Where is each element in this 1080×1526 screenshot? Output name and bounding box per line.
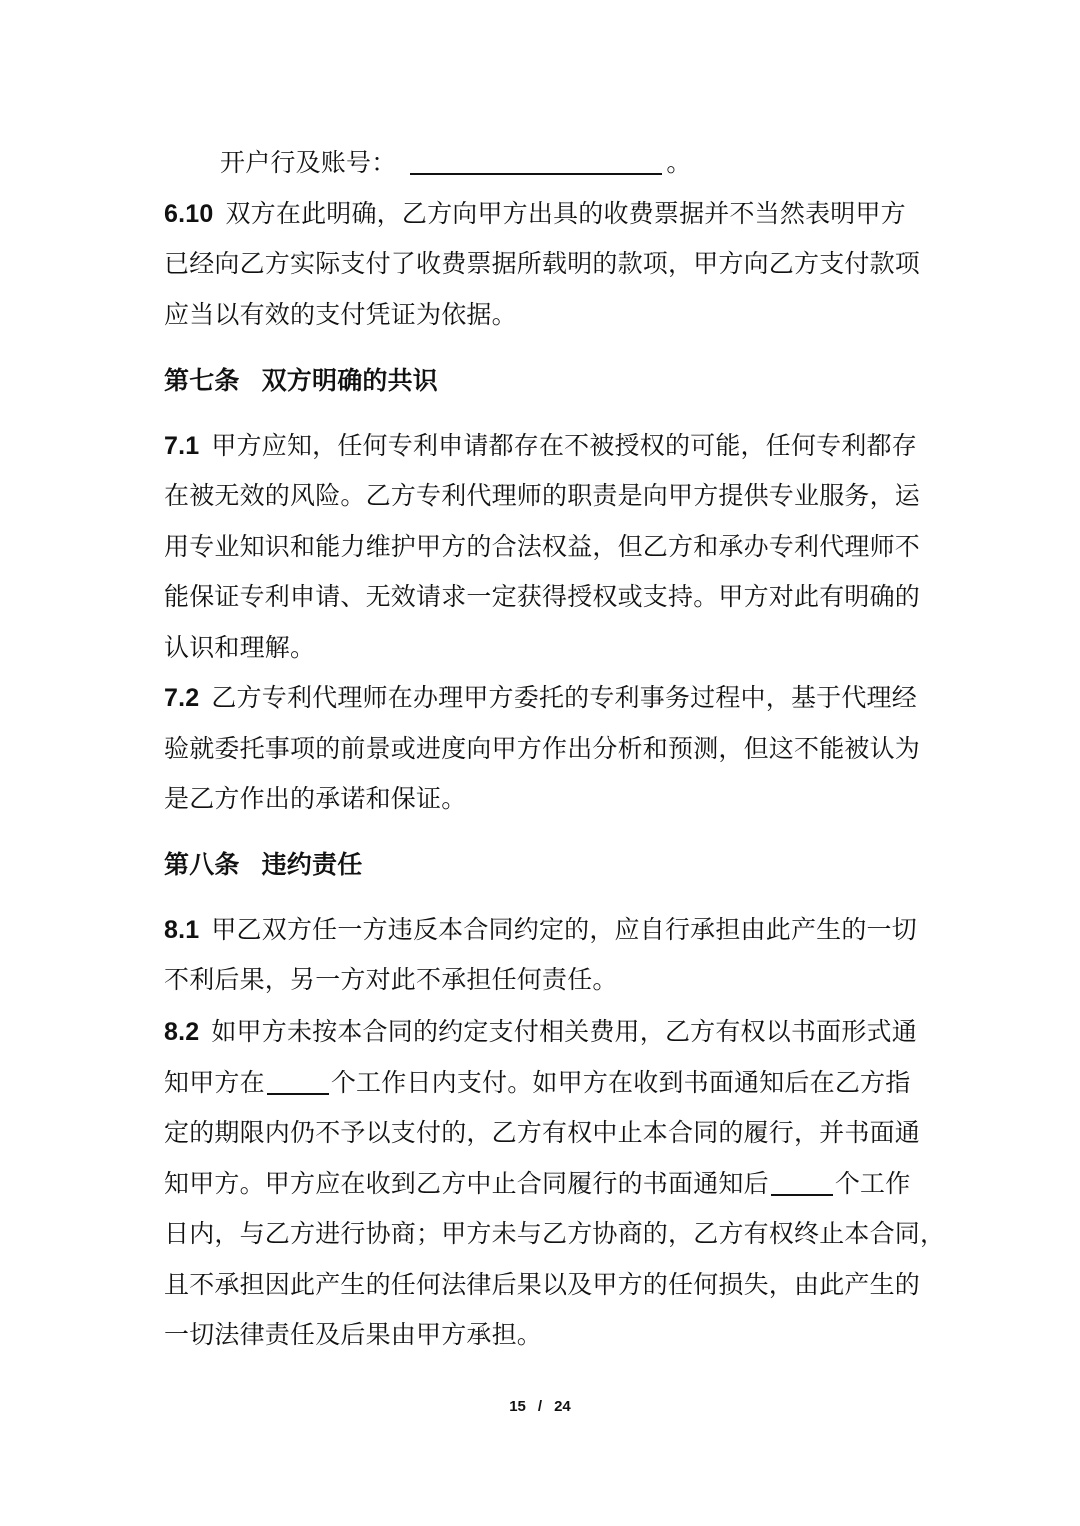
clause-7-1-line-5: [164, 631, 924, 665]
clause-7-1-line-3: [164, 530, 924, 564]
clause-number: 6.10: [164, 200, 214, 228]
clause-6-10-line-3: [164, 298, 924, 332]
clause-8-2-line-4: [164, 1167, 924, 1201]
clause-text: 乙方专利代理师在办理甲方委托的专利事务过程中，基于代理经: [211, 683, 917, 712]
clause-number: 7.2: [164, 684, 200, 712]
clause-text: 认识和理解。: [164, 633, 316, 662]
clause-8-2-line-6: [164, 1268, 924, 1302]
clause-8-2-line-5: [164, 1217, 946, 1251]
total-pages: 24: [554, 1398, 571, 1415]
clause-7-2-line-2: [164, 732, 924, 766]
days-blank: [267, 1067, 329, 1095]
clause-8-2-line-2: [164, 1066, 924, 1100]
clause-6-10-line-2: [164, 247, 924, 281]
clause-text: 定的期限内仍不予以支付的，乙方有权中止本合同的履行，并书面通: [164, 1118, 921, 1147]
clause-text: 用专业知识和能力维护甲方的合法权益，但乙方和承办专利代理师不: [164, 532, 921, 561]
clause-text: 甲方应知，任何专利申请都存在不被授权的可能，任何专利都存: [211, 431, 917, 460]
clause-number: 7.1: [164, 432, 200, 460]
clause-text: 如甲方未按本合同的约定支付相关费用，乙方有权以书面形式通: [211, 1017, 917, 1046]
clause-8-1-line-1: [164, 913, 924, 947]
clause-text: 应当以有效的支付凭证为依据。: [164, 300, 517, 329]
clause-8-2-line-7: [164, 1318, 924, 1352]
clause-text: 个工作日内支付。如甲方在收到书面通知后在乙方指: [330, 1068, 911, 1097]
article-title: 违约责任: [261, 850, 363, 879]
clause-7-1-line-2: [164, 479, 924, 513]
clause-text: 甲乙双方任一方违反本合同约定的，应自行承担由此产生的一切: [211, 915, 917, 944]
clause-8-2-line-1: [164, 1015, 924, 1049]
bank-account-end: 。: [666, 148, 692, 177]
bank-account-line: [220, 146, 980, 180]
page-separator: /: [537, 1398, 543, 1415]
clause-text: 个工作: [834, 1169, 911, 1198]
article-8-heading: [164, 848, 924, 882]
clause-text: 知甲方在: [164, 1068, 265, 1097]
clause-7-2-line-1: [164, 681, 924, 715]
current-page: 15: [509, 1398, 526, 1415]
clause-text: 且不承担因此产生的任何法律后果以及甲方的任何损失，由此产生的: [164, 1270, 921, 1299]
clause-text: 在被无效的风险。乙方专利代理师的职责是向甲方提供专业服务，运: [164, 481, 921, 510]
article-label: 第八条: [164, 850, 240, 879]
article-title: 双方明确的共识: [261, 366, 439, 395]
clause-7-1-line-4: [164, 580, 924, 614]
clause-text: 验就委托事项的前景或进度向甲方作出分析和预测，但这不能被认为: [164, 734, 921, 763]
clause-text: 不利后果，另一方对此不承担任何责任。: [164, 965, 618, 994]
clause-number: 8.1: [164, 916, 200, 944]
clause-text: 是乙方作出的承诺和保证。: [164, 784, 467, 813]
clause-7-1-line-1: [164, 429, 924, 463]
article-7-heading: [164, 364, 924, 398]
clause-8-1-line-2: [164, 963, 924, 997]
clause-7-2-line-3: [164, 782, 924, 816]
clause-6-10-line-1: [164, 197, 924, 231]
clause-text: 知甲方。甲方应在收到乙方中止合同履行的书面通知后: [164, 1169, 769, 1198]
bank-account-blank: [410, 147, 662, 175]
clause-text: 能保证专利申请、无效请求一定获得授权或支持。甲方对此有明确的: [164, 582, 921, 611]
clause-text: 已经向乙方实际支付了收费票据所载明的款项，甲方向乙方支付款项: [164, 249, 921, 278]
clause-text: 一切法律责任及后果由甲方承担。: [164, 1320, 543, 1349]
clause-8-2-line-3: [164, 1116, 924, 1150]
clause-number: 8.2: [164, 1018, 200, 1046]
days-blank: [771, 1168, 833, 1196]
clause-text: 日内，与乙方进行协商；甲方未与乙方协商的，乙方有权终止本合同，: [164, 1219, 946, 1248]
article-label: 第七条: [164, 366, 240, 395]
bank-account-label: 开户行及账号：: [220, 148, 397, 177]
page-number-footer: [0, 1396, 1080, 1418]
clause-text: 双方在此明确，乙方向甲方出具的收费票据并不当然表明甲方: [225, 199, 906, 228]
